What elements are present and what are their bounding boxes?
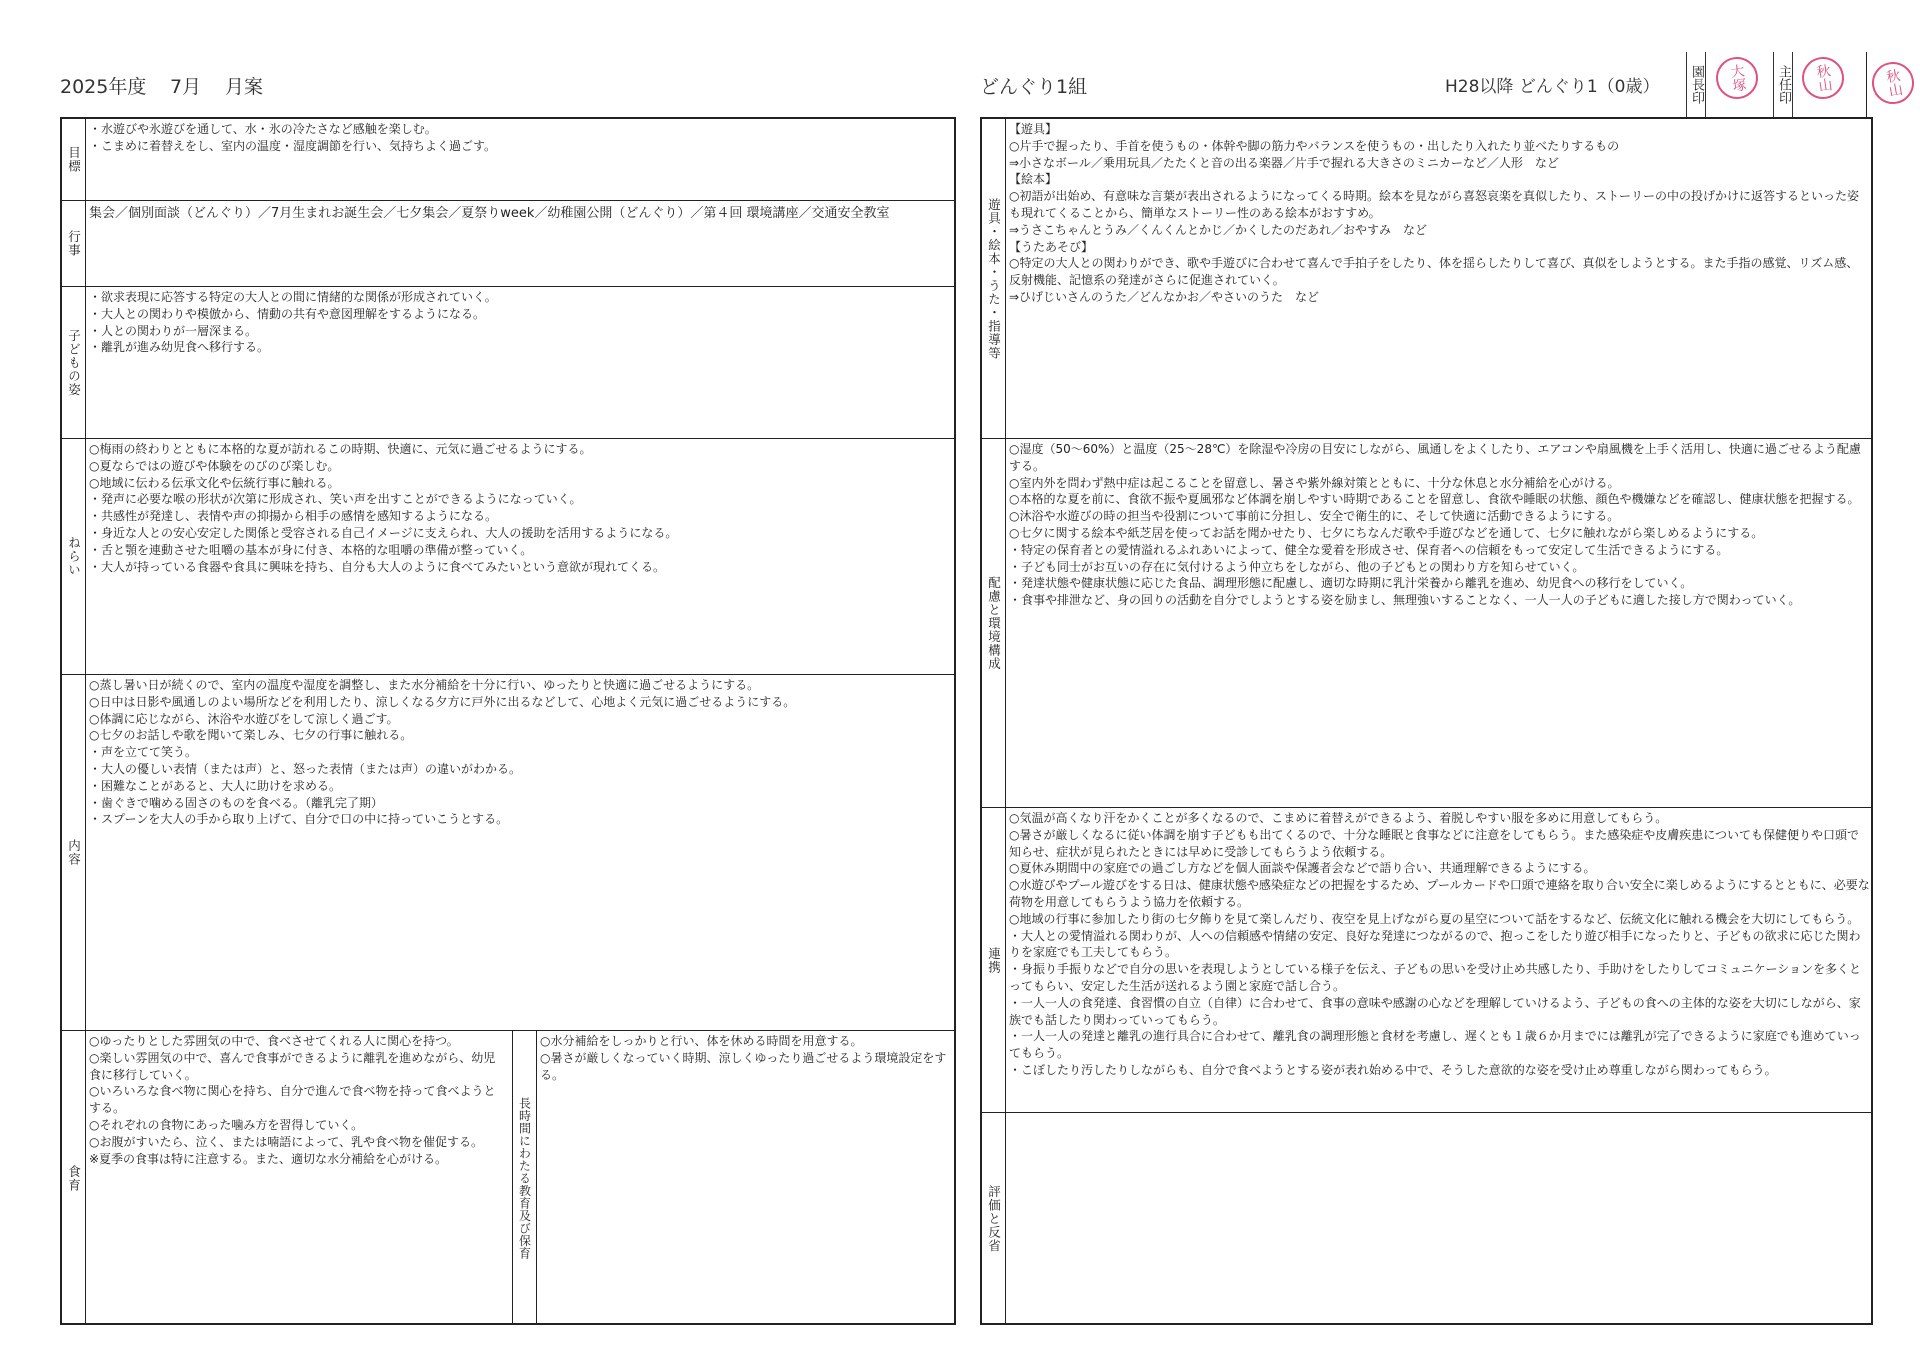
stamp-divider bbox=[1866, 52, 1867, 117]
food-text: ○ゆったりとした雰囲気の中で、食べさせてくれる人に関心を持つ。 ○楽しい雰囲気の中で、喜んで食事ができるように離乳を進めながら、幼児食に移行していく。 ○いろいろな食べ物に関心を持ち、自分で進んで食べ物を持って食べようとする。 ○それぞれの食物にあった噛み方を習得していく。 ○お腹がすいたら、泣く、または喃語によって、乳や食べ物を催促する。 ※夏季の食事は特に注意する。また、適切な水分補給を心がける。 bbox=[89, 1034, 496, 1166]
long-hours-label: 長時間にわたる教育及び保育 bbox=[513, 1031, 537, 1325]
aims-label: ねらい bbox=[62, 439, 86, 674]
events-text: 集会／個別面談（どんぐり）／7月生まれお誕生会／七夕集会／夏祭りweek／幼稚園公開（どんぐり）／第４回 環境講座／交通安全教室 bbox=[89, 206, 890, 221]
long-hours-text: ○水分補給をしっかりと行い、体を休める時間を用意する。 ○暑さが厳しくなっていく時期、涼しくゆったり過ごせるよう環境設定をする。 bbox=[540, 1034, 947, 1082]
content-text: ○蒸し暑い日が続くので、室内の温度や湿度を調整し、また水分補給を十分に行い、ゆったりと快適に過ごせるようにする。 ○日中は日影や風通しのよい場所などを利用したり、涼しくなる夕方に戸外に出るなどして、心地よく元気に過ごせるようにする。 ○体調に応じながら、沐浴や水遊びをして涼しく過ごす。 ○七夕のお話しや歌を聞いて楽しみ、七夕の行事に触れる。 ・声を立てて笑う。 ・大人の優しい表情（または声）と、怒った表情（または声）の違いがわかる。 ・困難なことがあると、大人に助けを求める。 ・歯ぐきで噛める固さのものを食べる。（離乳完了期） ・スプーンを大人の手から取り上げて、自分で口の中に持っていこうとする。 bbox=[89, 678, 796, 827]
doc-type: 月案 bbox=[225, 76, 264, 98]
evaluation-text bbox=[1006, 1113, 1873, 1325]
chief-stamp-label: 主任印 bbox=[1773, 52, 1793, 117]
class-name: どんぐり1組 bbox=[980, 76, 1088, 98]
cooperation-label: 連携 bbox=[982, 808, 1006, 1112]
third-seal: 秋山 bbox=[1869, 59, 1918, 108]
child-text: ・欲求表現に応答する特定の大人との間に情緒的な関係が形成されていく。 ・大人との関わりや模倣から、情動の共有や意図理解をするようになる。 ・人との関わりが一層深まる。 ・離乳が進み幼児食へ移行する。 bbox=[89, 290, 497, 355]
class-detail: H28以降 どんぐり1（0歳） bbox=[1445, 77, 1660, 97]
cooperation-text: ○気温が高くなり汗をかくことが多くなるので、こまめに着替えができるよう、着脱しやすい服を多めに用意してもらう。 ○暑さが厳しくなるに従い体調を崩す子どもも出てくるので、十分な睡眠と食事などに注意をしてもらう。また感染症や皮膚疾患についても保健便りや口頭で知らせ、症状が見られたときには早めに受診してもらうよう依頼する。 ○夏休み期間中の家庭での過ごし方などを個人面談や保護者会などで語り合い、共通理解できるようにする。 ○水遊びやプール遊びをする日は、健康状態や感染症などの把握をするため、プールカードや口頭で連絡を取り合い安全に楽しめるようにするとともに、必要な荷物を用意してもらうよう協力を依頼する。 ○地域の行事に参加したり街の七夕飾りを見て楽しんだり、夜空を見上げながら夏の星空について話をするなど、伝統文化に触れる機会を大切にしてもらう。 ・大人との愛情溢れる関わりが、人への信頼感や情緒の安定、良好な発達につながるので、抱っこをしたり遊び相手になったりと、子どもの欲求に応じた関わりを家庭でも工夫してもらう。 ・身振り手振りなどで自分の思いを表現しようとしている様子を伝え、子どもの思いを受け止め共感したり、手助けをしたりしてコミュニケーションを多くとってもらい、安定した生活が送れるよう園と家庭で話し合う。 ・一人一人の食発達、食習慣の自立（自律）に合わせて、食事の意味や感謝の心などを理解していけるよう、子どもの食への主体的な姿を大切にしながら、家族でも話したり関わっていってもらう。 ・一人一人の発達と離乳の進行具合に合わせて、離乳食の調理形態と食材を考慮し、遅くとも１歳６か月までには離乳が完了できるように家庭でも進めていってもらう。 ・こぼしたり汚したりしながらも、自分で食べようとする姿が表れ始める中で、そうした意欲的な姿を受け止め尊重しながら関わってもらう。 bbox=[1009, 811, 1870, 1077]
play-text: 【遊具】 ○片手で握ったり、手首を使うもの・体幹や脚の筋力やバランスを使うもの・出したり入れたり並べたりするもの ⇒小さなボール／乗用玩具／たたくと音の出る楽器／片手で握れる大きさのミニカーなど／人形 など 【絵本】 ○初語が出始め、有意味な言葉が表出されるようになってくる時期。絵本を見ながら喜怒哀楽を真似したり、ストーリーの中の投げかけに返答するといった姿も現れてくることから、簡単なストーリー性のある絵本がおすすめ。 ⇒うさこちゃんとうみ／くんくんとかじ／かくしたのだあれ／おやすみ など 【うたあそび】 ○特定の大人との関わりができ、歌や手遊びに合わせて喜んで手拍子をしたり、体を揺らしたりして喜び、真似をしようとする。また手指の感覚、リズム感、反射機能、記憶系の発達がさらに促進されていく。 ⇒ひげじいさんのうた／どんなかお／やさいのうた など bbox=[1009, 122, 1859, 304]
month: 7月 bbox=[170, 76, 202, 98]
evaluation-label: 評価と反省 bbox=[982, 1113, 1006, 1325]
aims-text: ○梅雨の終わりとともに本格的な夏が訪れるこの時期、快適に、元気に過ごせるようにする。 ○夏ならではの遊びや体験をのびのび楽しむ。 ○地域に伝わる伝承文化や伝統行事に触れる。 ・発声に必要な喉の形状が次第に形成され、笑い声を出すことができるようになっていく。 ・共感性が発達し、表情や声の抑揚から相手の感情を感知するようになる。 ・身近な人との安心安定した関係と受容される自己イメージに支えられ、大人の援助を活用するようになる。 ・舌と顎を連動させた咀嚼の基本が身に付き、本格的な咀嚼の準備が整っていく。 ・大人が持っている食器や食具に興味を持ち、自分も大人のように食べてみたいという意欲が現れてくる。 bbox=[89, 442, 678, 574]
events-label: 行事 bbox=[62, 201, 86, 286]
play-label: 遊具・絵本・うた・指導等 bbox=[982, 119, 1006, 438]
right-plan-table bbox=[980, 117, 1873, 1325]
content-label: 内容 bbox=[62, 675, 86, 1030]
environment-label: 配慮と環境構成 bbox=[982, 439, 1006, 807]
goal-text: ・水遊びや氷遊びを通して、水・氷の冷たさなど感触を楽しむ。 ・こまめに着替えをし、室内の温度・湿度調節を行い、気持ちよく過ごす。 bbox=[89, 122, 497, 153]
left-plan-table bbox=[60, 117, 956, 1325]
goal-label: 目標 bbox=[62, 119, 86, 200]
child-label: 子どもの姿 bbox=[62, 287, 86, 438]
environment-text: ○湿度（50～60%）と温度（25～28℃）を除湿や冷房の目安にしながら、風通しをよくしたり、エアコンや扇風機を上手く活用し、快適に過ごせるよう配慮する。 ○室内外を問わず熱中症は起こることを留意し、暑さや紫外線対策とともに、十分な休息と水分補給を心がける。 ○本格的な夏を前に、食欲不振や夏風邪など体調を崩しやすい時期であることを留意し、食欲や睡眠の状態、顔色や機嫌などを確認し、健康状態を把握する。 ○沐浴や水遊びの時の担当や役割について事前に分担し、安全で衛生的に、そして快適に活動できるようにする。 ○七夕に関する絵本や紙芝居を使ってお話を聞かせたり、七夕にちなんだ歌や手遊びなどを通して、七夕に触れながら楽しめるようにする。 ・特定の保育者との愛情溢れるふれあいによって、健全な愛着を形成させ、保育者への信頼をもって安定して生活できるようにする。 ・子ども同士がお互いの存在に気付けるよう仲立ちをしながら、他の子どもとの関わり方を知らせていく。 ・発達状態や健康状態に応じた食品、調理形態に配慮し、適切な時期に乳汁栄養から離乳を進め、幼児食への移行をしていく。 ・食事や排泄など、身の回りの活動を自分でしようとする姿を励まし、無理強いすることなく、一人一人の子どもに適した接し方で関わっていく。 bbox=[1009, 442, 1861, 608]
food-label: 食育 bbox=[62, 1031, 86, 1325]
principal-stamp-label: 園長印 bbox=[1686, 52, 1706, 117]
principal-seal: 大塚 bbox=[1713, 54, 1760, 101]
fiscal-year: 2025年度 bbox=[60, 76, 147, 98]
chief-seal: 秋山 bbox=[1799, 54, 1846, 101]
